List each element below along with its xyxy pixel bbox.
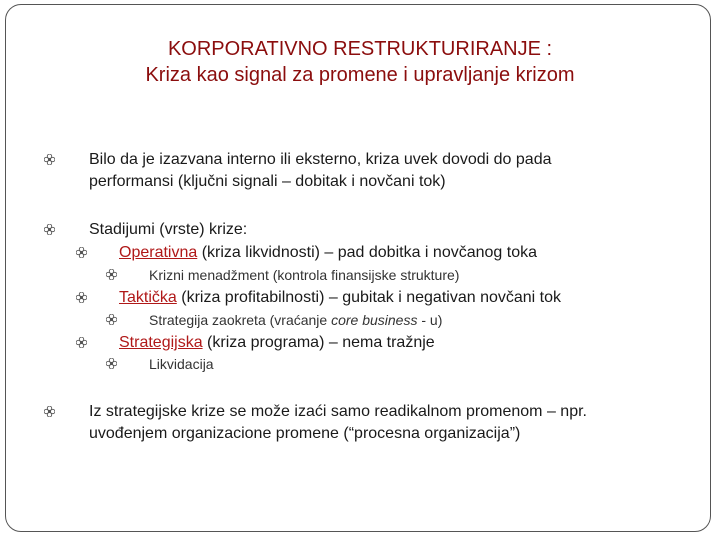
flower-bullet-icon	[106, 269, 117, 280]
slide-title	[0, 36, 720, 88]
stage-strategijska	[119, 332, 435, 354]
flower-bullet-icon	[106, 358, 117, 369]
point-2-heading: Stadijumi (vrste) krize:	[89, 221, 248, 238]
stage-operativna-keyword: Operativna	[119, 244, 198, 261]
stage-operativna	[119, 242, 537, 264]
stage-strategijska-keyword: Strategijska	[119, 334, 203, 351]
stage-takticka-keyword: Taktička	[119, 289, 177, 306]
stage-operativna-sub: Krizni menadžment (kontrola finansijske strukture)	[149, 267, 460, 283]
stage-takticka-sub-c: - u)	[417, 312, 443, 328]
flower-bullet-icon	[106, 314, 117, 325]
stage-takticka-sub	[149, 311, 442, 329]
point-3-line-1: Iz strategijske krize se može izaći samo readikalnom promenom – npr.	[89, 403, 587, 420]
flower-bullet-icon	[44, 154, 55, 165]
stage-takticka-sub-b: core business	[331, 312, 418, 328]
flower-bullet-icon	[76, 292, 87, 303]
flower-bullet-icon	[44, 224, 55, 235]
stage-takticka-desc: (kriza profitabilnosti) – gubitak i negativan novčani tok	[176, 289, 561, 306]
point-3-line-2: uvođenjem organizacione promene (“procesna organizacija”)	[89, 425, 521, 442]
stage-strategijska-sub: Likvidacija	[149, 356, 214, 372]
point-1-line-2: performansi (ključni signali – dobitak i novčani tok)	[89, 173, 446, 190]
stage-takticka	[119, 287, 561, 309]
point-1-line-1: Bilo da je izazvana interno ili eksterno, kriza uvek dovodi do pada	[89, 151, 552, 168]
title-line-2: Kriza kao signal za promene i upravljanje krizom	[145, 64, 575, 86]
stage-operativna-desc: (kriza likvidnosti) – pad dobitka i novčanog toka	[197, 244, 537, 261]
flower-bullet-icon	[76, 247, 87, 258]
stage-takticka-sub-a: Strategija zaokreta (vraćanje	[149, 312, 332, 328]
flower-bullet-icon	[76, 337, 87, 348]
stage-strategijska-desc: (kriza programa) – nema tražnje	[202, 334, 435, 351]
flower-bullet-icon	[44, 406, 55, 417]
title-line-1: KORPORATIVNO RESTRUKTURIRANJE :	[167, 38, 553, 60]
